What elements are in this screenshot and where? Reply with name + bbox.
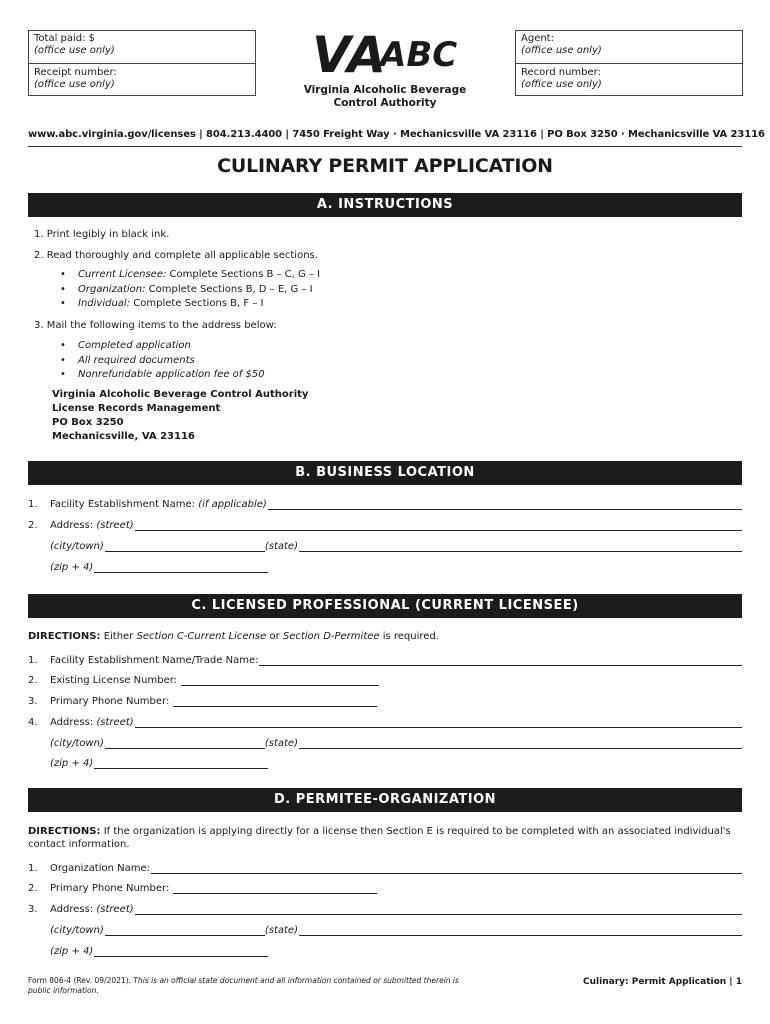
license-number-field[interactable] (181, 674, 379, 686)
facility-name-field[interactable] (268, 498, 742, 510)
section-b-heading: B. BUSINESS LOCATION (28, 461, 742, 485)
d-phone-row (28, 880, 742, 894)
c-address-city-row (28, 735, 742, 749)
logo-abc-text: ABC (380, 35, 458, 75)
street-hint: (street) (96, 717, 134, 728)
c-address-zip-row (28, 755, 742, 769)
list-item: • All required documents (56, 354, 265, 369)
zip-hint: (zip + 4) (50, 758, 94, 769)
contact-line: www.abc.virginia.gov/licenses | 804.213.4400 | 7450 Freight Way · Mechanicsville VA 23116 | PO Box 3250 · Mechanicsville VA 23116 (28, 129, 765, 140)
state-field[interactable] (299, 737, 742, 749)
state-field[interactable] (299, 540, 742, 552)
address-street-row (28, 517, 742, 531)
facility-name-label: Facility Establishment Name: (50, 499, 196, 510)
page-label: Culinary: Permit Application | 1 (583, 977, 742, 987)
org-name-row (28, 860, 742, 874)
org-name (300, 84, 470, 110)
city-field[interactable] (105, 540, 265, 552)
section-a-heading: A. INSTRUCTIONS (28, 193, 742, 217)
list-item: • Nonrefundable application fee of $50 (56, 368, 265, 383)
list-item: • Organization: Complete Sections B, D – E, G – I (56, 283, 320, 298)
city-hint: (city/town) (50, 925, 104, 936)
d-address-city-row (28, 922, 742, 936)
total-paid-label: Total paid: $ (34, 33, 96, 44)
item-number: 4. (28, 717, 38, 728)
item-number: 2. (28, 520, 38, 531)
instruction-1: 1. Print legibly in black ink. (34, 229, 170, 240)
c-address-street-row (28, 714, 742, 728)
section-types-list (56, 268, 320, 312)
list-item: • Current Licensee: Complete Sections B – C, G – I (56, 268, 320, 283)
phone-row (28, 693, 742, 707)
street-field[interactable] (135, 903, 742, 915)
header-divider (28, 146, 742, 147)
item-number: 1. (28, 499, 38, 510)
address-city-row (28, 538, 742, 552)
va-abc-logo (312, 26, 458, 80)
phone-label: Primary Phone Number: (50, 696, 170, 707)
street-hint: (street) (96, 520, 134, 531)
item-number: 1. (28, 863, 38, 874)
list-item: • Completed application (56, 339, 265, 354)
d-address-street-row (28, 901, 742, 915)
mailing-address (52, 388, 308, 444)
form-id: Form 806-4 (Rev. 09/2021). (28, 976, 131, 985)
page-title: CULINARY PERMIT APPLICATION (217, 155, 553, 177)
address-label: Address: (50, 904, 94, 915)
address-label: Address: (50, 717, 94, 728)
office-use-note: (office use only) (521, 45, 602, 56)
trade-name-label: Facility Establishment Name/Trade Name: (50, 655, 259, 666)
street-field[interactable] (135, 716, 742, 728)
logo-va-text: VA (312, 26, 386, 80)
section-d-directions: DIRECTIONS: If the organization is applying directly for a license then Section E is required to be completed with an associated individual's contact information. (28, 826, 731, 850)
trade-name-row (28, 652, 742, 666)
section-c-directions: DIRECTIONS: Either Section C-Current License or Section D-Permitee is required. (28, 631, 439, 642)
phone-field[interactable] (173, 882, 377, 894)
office-box-right (515, 30, 743, 96)
trade-name-field[interactable] (259, 654, 742, 666)
office-use-note: (office use only) (34, 45, 115, 56)
item-number: 3. (28, 904, 38, 915)
zip-field[interactable] (94, 945, 268, 957)
address-label: Address: (50, 520, 94, 531)
office-use-note: (office use only) (521, 79, 602, 90)
facility-name-row (28, 496, 742, 510)
agent-label: Agent: (521, 33, 554, 44)
address-line: License Records Management (52, 403, 221, 414)
mail-items-list (56, 339, 265, 383)
facility-name-hint: (if applicable) (198, 499, 267, 510)
org-name-line2: Control Authority (333, 97, 437, 109)
street-hint: (street) (96, 904, 134, 915)
state-field[interactable] (299, 924, 742, 936)
org-name-line1: Virginia Alcoholic Beverage (303, 84, 467, 96)
zip-field[interactable] (94, 561, 268, 573)
city-field[interactable] (105, 924, 265, 936)
receipt-number-label: Receipt number: (34, 67, 117, 78)
directions-label: DIRECTIONS: (28, 826, 101, 837)
state-hint: (state) (264, 541, 298, 552)
address-line: Mechanicsville, VA 23116 (52, 431, 195, 442)
address-line: Virginia Alcoholic Beverage Control Authority (52, 389, 309, 400)
state-hint: (state) (264, 925, 298, 936)
zip-hint: (zip + 4) (50, 946, 94, 957)
state-hint: (state) (264, 738, 298, 749)
license-number-row (28, 672, 742, 686)
city-hint: (city/town) (50, 541, 104, 552)
list-item: • Individual: Complete Sections B, F – I (56, 297, 320, 312)
directions-label: DIRECTIONS: (28, 631, 101, 642)
section-c-heading: C. LICENSED PROFESSIONAL (CURRENT LICENSEE) (28, 594, 742, 618)
phone-label: Primary Phone Number: (50, 883, 170, 894)
office-box-left (28, 30, 256, 96)
public-info-notice: This is an official state document and all information contained or submitted therein is public information. (28, 976, 459, 995)
item-number: 3. (28, 696, 38, 707)
item-number: 2. (28, 883, 38, 894)
instruction-2: 2. Read thoroughly and complete all applicable sections. (34, 250, 318, 261)
city-hint: (city/town) (50, 738, 104, 749)
license-number-label: Existing License Number: (50, 675, 178, 686)
d-address-zip-row (28, 943, 742, 957)
office-use-note: (office use only) (34, 79, 115, 90)
instruction-3: 3. Mail the following items to the address below: (34, 320, 277, 331)
street-field[interactable] (135, 519, 742, 531)
phone-field[interactable] (173, 695, 377, 707)
org-name-field[interactable] (151, 862, 742, 874)
item-number: 1. (28, 655, 38, 666)
footer-notice (28, 976, 468, 996)
zip-field[interactable] (94, 757, 268, 769)
section-d-heading: D. PERMITEE-ORGANIZATION (28, 788, 742, 812)
city-field[interactable] (105, 737, 265, 749)
zip-hint: (zip + 4) (50, 562, 94, 573)
address-zip-row (28, 559, 742, 573)
org-name-label: Organization Name: (50, 863, 150, 874)
item-number: 2. (28, 675, 38, 686)
address-line: PO Box 3250 (52, 417, 124, 428)
record-number-label: Record number: (521, 67, 601, 78)
